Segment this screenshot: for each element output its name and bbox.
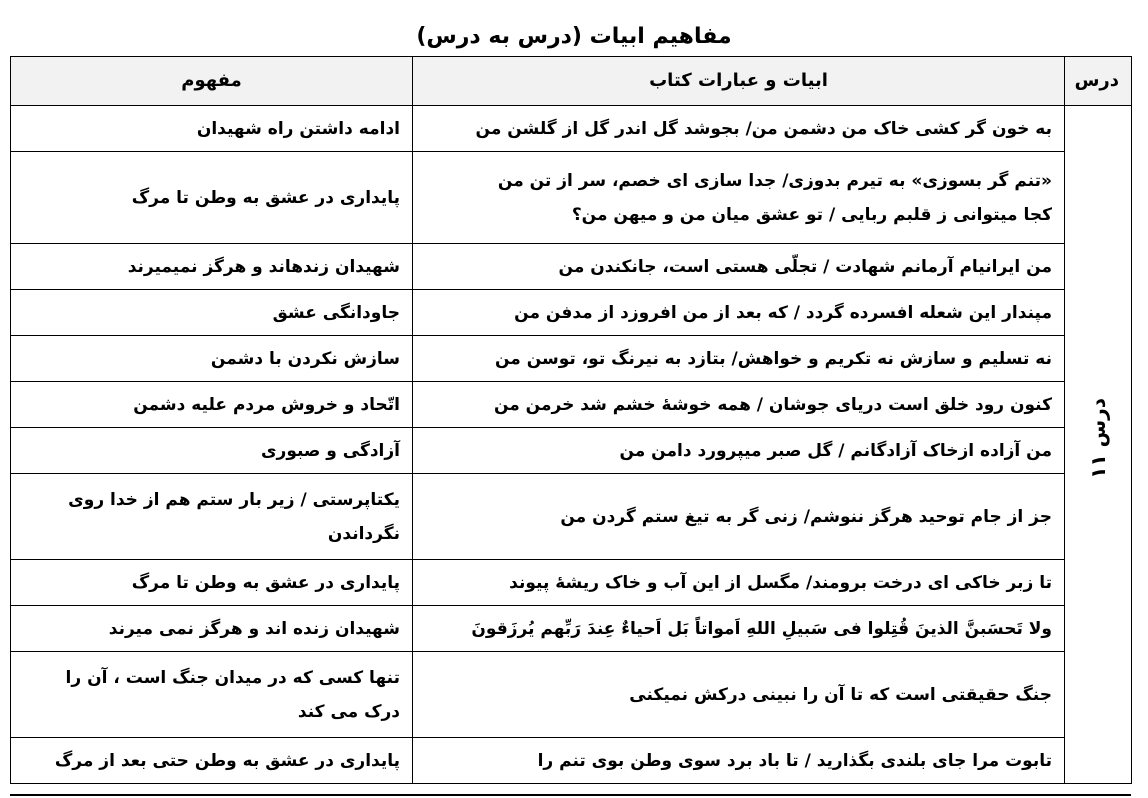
concept-line: پایداری در عشق به وطن تا مرگ (131, 572, 400, 593)
concept-line: آزادگی و صبوری (260, 440, 400, 461)
header-concept: مفهوم (11, 57, 413, 106)
verse-line: ولا تَحسَبنَّ الذینَ قُتِلوا فی سَبیلِ اللهِ اَمواتاً بَل اَحیاءٌ عِندَ رَبِّهم یُرزَقونَ (471, 618, 1052, 639)
concept-line: تنها کسی که در میدان جنگ است ، آن را (65, 667, 400, 688)
concept-cell (11, 152, 413, 244)
verse-cell (413, 290, 1065, 336)
table-row (11, 290, 1132, 336)
verse-cell (413, 106, 1065, 152)
verse-cell (413, 382, 1065, 428)
table-row (11, 738, 1132, 784)
verse-cell (413, 474, 1065, 560)
header-lesson: درس (1065, 57, 1132, 106)
concept-cell (11, 244, 413, 290)
concept-cell (11, 428, 413, 474)
table-row (11, 606, 1132, 652)
verse-line: مپندار این شعله افسرده گردد / که بعد از من افروزد از مدفن من (514, 302, 1052, 323)
page-title: مفاهیم ابیات (درس به درس) (416, 24, 732, 49)
table-row (11, 474, 1132, 560)
verse-line: جز از جام توحید هرگز ننوشم/ زنی گر به تیغ ستم گردن من (560, 506, 1052, 527)
verse-cell (413, 652, 1065, 738)
verse-line: کنون رود خلق است دریای جوشان / همه خوشۀ خشم شد خرمن من (493, 394, 1052, 415)
verse-cell (413, 244, 1065, 290)
verse-line: «تنم گر بسوزی» به تیرم بدوزی/ جدا سازی ای خصم، سر از تن من (497, 170, 1052, 191)
concept-cell (11, 652, 413, 738)
verse-line: من آزاده ازخاک آزادگانم / گل صبر میپرورد دامن من (619, 440, 1052, 461)
concept-line: نگرداندن (327, 523, 400, 544)
table-row (11, 652, 1132, 738)
table-row (11, 382, 1132, 428)
concept-line: شهیدان زنده اند و هرگز نمی میرند (108, 618, 400, 639)
verse-line: کجا میتوانی ز قلبم ربایی / تو عشق میان من و میهن من؟ (571, 204, 1052, 225)
table-row (11, 106, 1132, 152)
bottom-rule (10, 794, 1131, 796)
concept-cell (11, 336, 413, 382)
concept-cell (11, 606, 413, 652)
lesson-label: درس ۱۱ (1086, 398, 1110, 479)
verse-cell (413, 560, 1065, 606)
verse-line: تا زبر خاکی ای درخت برومند/ مگسل از این آب و خاک ریشۀ پیوند (509, 572, 1052, 593)
verse-line: به خون گر کشی خاک من دشمن من/ بجوشد گل اندر گل از گلشن من (475, 118, 1052, 139)
concept-line: درک می کند (297, 701, 400, 722)
verse-cell (413, 606, 1065, 652)
verse-cell (413, 152, 1065, 244)
verse-line: نه تسلیم و سازش نه تکریم و خواهش/ بتازد به نیرنگ تو، توسن من (495, 348, 1052, 369)
lesson-cell (1065, 106, 1132, 784)
verse-line: جنگ حقیقتی است که تا آن را نبینی درکش نمیکنی (629, 684, 1052, 705)
concept-cell (11, 290, 413, 336)
table-row (11, 336, 1132, 382)
table-row (11, 152, 1132, 244)
concept-line: شهیدان زندهاند و هرگز نمیمیرند (127, 256, 400, 277)
concept-cell (11, 382, 413, 428)
concept-line: پایداری در عشق به وطن حتی بعد از مرگ (54, 750, 400, 771)
table-body (11, 106, 1132, 784)
verse-cell (413, 428, 1065, 474)
verse-cell (413, 336, 1065, 382)
table-row (11, 244, 1132, 290)
verse-line: تابوت مرا جای بلندی بگذارید / تا باد برد سوی وطن بوی تنم را (537, 750, 1052, 771)
table-row (11, 428, 1132, 474)
concept-line: جاودانگی عشق (272, 302, 400, 323)
header-verses: ابیات و عبارات کتاب (413, 57, 1065, 106)
concept-cell (11, 738, 413, 784)
concept-line: اتّحاد و خروش مردم علیه دشمن (133, 394, 400, 415)
concept-cell (11, 474, 413, 560)
concept-line: پایداری در عشق به وطن تا مرگ (131, 187, 400, 208)
concept-line: ادامه داشتن راه شهیدان (196, 118, 400, 139)
verse-cell (413, 738, 1065, 784)
concept-cell (11, 560, 413, 606)
verse-line: من ایرانیام آرمانم شهادت / تجلّی هستی است، جانکندن من (558, 256, 1052, 277)
concept-line: سازش نکردن با دشمن (210, 348, 400, 369)
concept-cell (11, 106, 413, 152)
concept-line: یکتاپرستی / زیر بار ستم هم از خدا روی (68, 489, 400, 510)
table-row (11, 560, 1132, 606)
table-header-row (11, 57, 1132, 106)
concepts-table (10, 56, 1132, 784)
